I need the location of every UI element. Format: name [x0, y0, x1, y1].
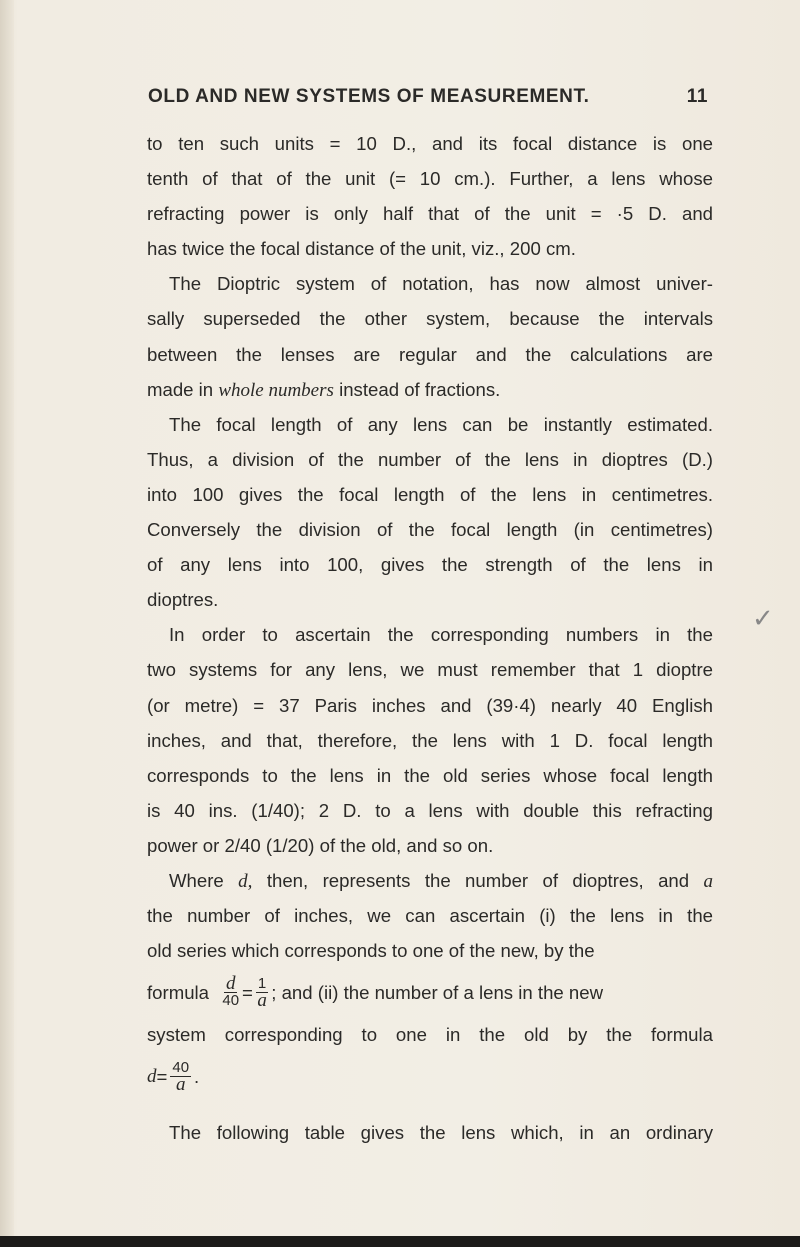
text-line: power or 2/40 (1/20) of the old, and so on.	[147, 834, 494, 856]
page-number: 11	[686, 86, 708, 107]
text-line: sally superseded the other system, because the intervals	[147, 308, 713, 330]
text-line: is 40 ins. (1/40); 2 D. to a lens with double this refracting	[147, 799, 713, 821]
text-line: has twice the focal distance of the unit, viz., 200 cm.	[147, 238, 576, 260]
text-line: In order to ascertain the corresponding numbers in the	[169, 624, 713, 646]
text-line: the number of inches, we can ascertain (i) the lens in the	[147, 905, 713, 927]
equals-sign: =	[242, 982, 253, 1004]
text-fragment: .	[194, 1066, 200, 1088]
text-fragment: instead of fractions.	[339, 378, 501, 400]
fraction-40-over-a	[170, 1059, 191, 1096]
text-fragment: then, represents the number of dioptres, and	[266, 869, 690, 891]
text-fragment: Where	[169, 869, 224, 891]
fraction-denominator: 40	[222, 992, 240, 1010]
variable-d: d	[147, 1066, 157, 1088]
italic-phrase: whole numbers	[218, 379, 334, 401]
text-line: tenth of that of the unit (= 10 cm.). Further, a lens whose	[147, 168, 713, 190]
running-header	[148, 86, 708, 108]
fraction-d-over-40	[222, 973, 240, 1010]
text-line: two systems for any lens, we must remember that 1 dioptre	[147, 659, 713, 681]
fraction-numerator: d	[225, 973, 236, 995]
text-line: Conversely the division of the focal length (in centimetres)	[147, 519, 713, 541]
text-line: system corresponding to one in the old by the formula	[147, 1024, 713, 1046]
text-line: refracting power is only half that of the unit = ·5 D. and	[147, 203, 713, 225]
fraction-numerator: 1	[257, 975, 267, 993]
fraction-numerator: 40	[172, 1059, 190, 1077]
text-line: dioptres.	[147, 589, 219, 611]
text-line: of any lens into 100, gives the strength of the lens in	[147, 554, 713, 576]
text-line: Thus, a division of the number of the lens in dioptres (D.)	[147, 448, 713, 470]
equals-sign: =	[156, 1066, 168, 1088]
text-line: The following table gives the lens which, in an ordinary	[169, 1122, 713, 1144]
text-fragment: formula	[147, 982, 210, 1004]
pencil-tick-mark-icon: ✓	[752, 603, 774, 633]
variable-a: a	[703, 870, 714, 892]
text-line	[147, 372, 713, 407]
fraction-denominator: a	[175, 1074, 186, 1096]
text-fragment: made in	[147, 378, 214, 400]
fraction-1-over-a	[256, 975, 268, 1012]
page-gutter	[0, 0, 14, 1247]
text-fragment: ; and (ii) the number of a lens in the new	[271, 982, 604, 1004]
formula-line	[147, 968, 713, 1017]
variable-d: d,	[238, 870, 253, 892]
text-line: inches, and that, therefore, the lens with 1 D. focal length	[147, 729, 713, 751]
formula-line	[147, 1052, 713, 1101]
text-line: The focal length of any lens can be instantly estimated.	[169, 413, 713, 435]
text-line: into 100 gives the focal length of the lens in centimetres.	[147, 483, 713, 505]
scan-edge	[0, 1236, 800, 1247]
body-text	[147, 126, 713, 1150]
text-line: The Dioptric system of notation, has now almost univer-	[169, 273, 713, 295]
text-line: old series which corresponds to one of the new, by the	[147, 940, 595, 962]
text-line: between the lenses are regular and the calculations are	[147, 343, 713, 365]
text-line: corresponds to the lens in the old series whose focal length	[147, 764, 713, 786]
header-title: OLD AND NEW SYSTEMS OF MEASUREMENT.	[148, 86, 590, 107]
text-line: to ten such units = 10 D., and its focal distance is one	[147, 133, 713, 154]
fraction-denominator: a	[257, 990, 267, 1012]
text-line: (or metre) = 37 Paris inches and (39·4) nearly 40 English	[147, 694, 713, 716]
text-line	[147, 863, 713, 898]
